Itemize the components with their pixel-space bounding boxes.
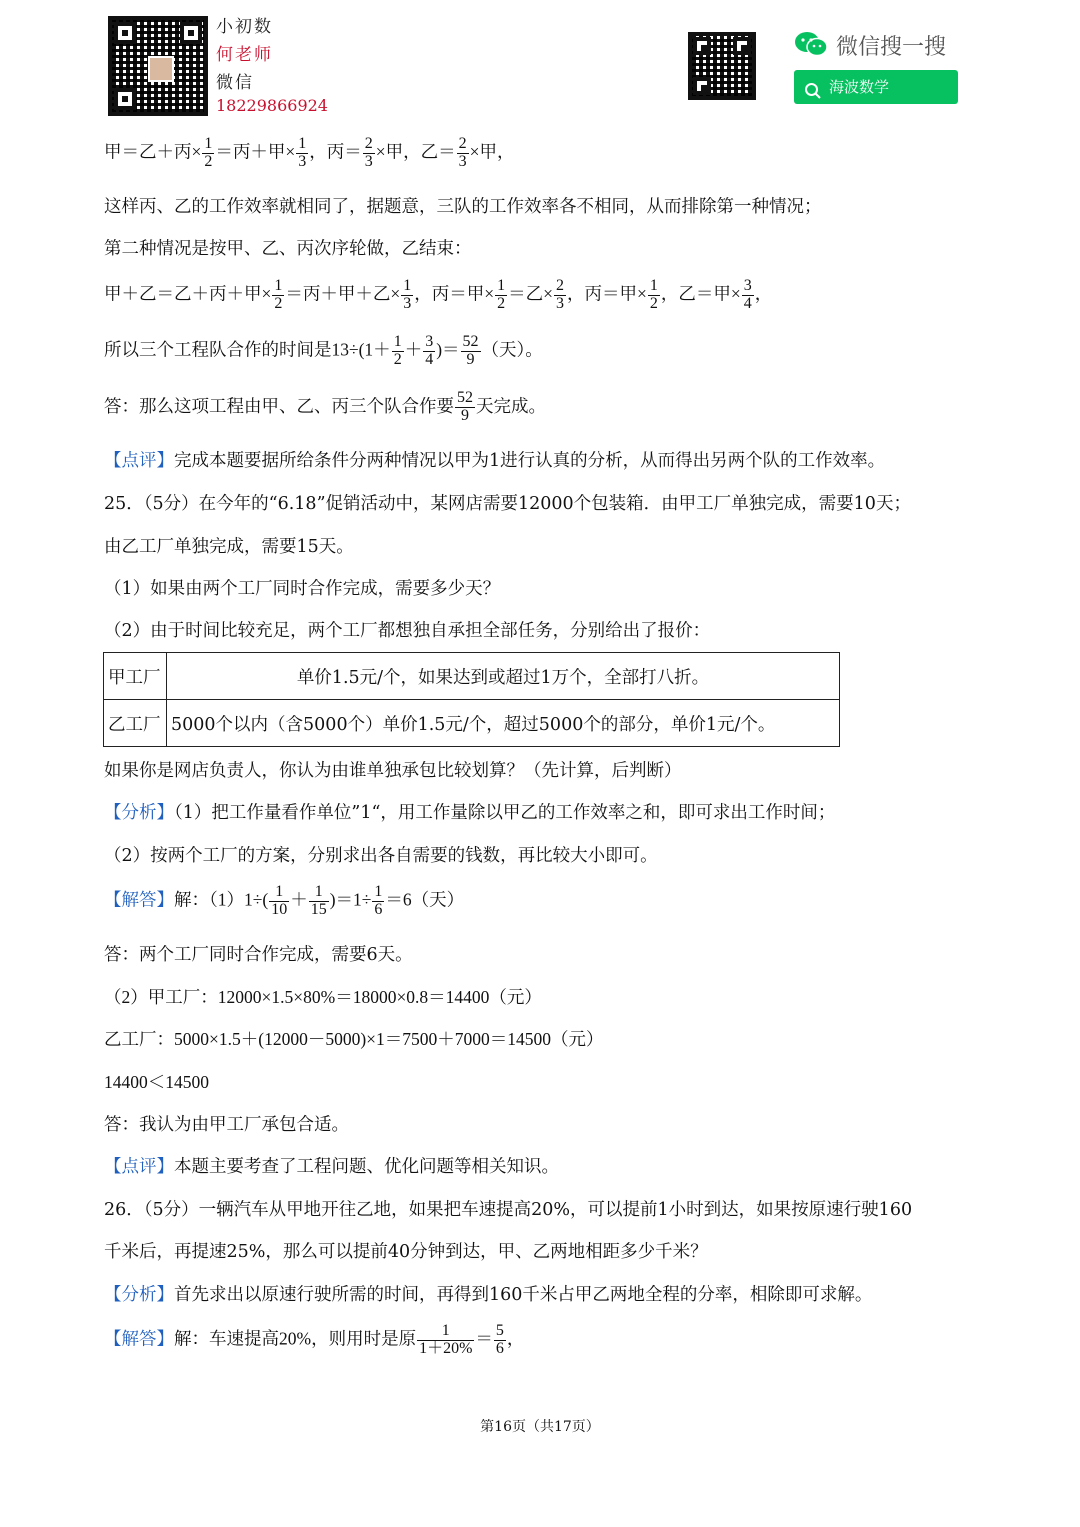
contact-qr-code bbox=[108, 16, 208, 116]
search-icon bbox=[804, 78, 822, 112]
text-line: 由乙工厂单独完成，需要15天。 bbox=[104, 537, 354, 557]
comment-line: 【点评】完成本题要据所给条件分两种情况以甲为1进行认真的分析，从而得出另两个队的工作效率。 bbox=[104, 451, 886, 471]
analysis-tag: 【分析】 bbox=[104, 803, 174, 823]
text-line: 乙工厂：5000×1.5＋(12000－5000)×1＝7500＋7000＝14500（元） bbox=[104, 1029, 604, 1049]
question-25: 25．（5分）在今年的“6.18”促销活动中，某网店需要12000个包装箱．由甲工厂单独完成，需要10天； bbox=[104, 494, 911, 514]
analysis-tag: 【分析】 bbox=[104, 1285, 174, 1305]
table-row bbox=[104, 653, 840, 700]
qr-caption-line-2: 何老师 bbox=[216, 45, 273, 65]
solution-tag: 【解答】 bbox=[104, 889, 174, 910]
qr-caption-phone: 18229866924 bbox=[216, 96, 328, 115]
table-cell-factory: 甲工厂 bbox=[104, 653, 167, 700]
solution-line: 【解答】解：（1）1÷( $\frac{1}{10}$ ＋ $\frac{1}{15}$ )＝1÷ $\frac{1}{6}$ ＝6（天） bbox=[104, 883, 465, 918]
page-footer: 第16页（共17页） bbox=[480, 1419, 600, 1435]
text-line: 所以三个工程队合作的时间是13÷(1＋ $\frac{1}{2}$ ＋ $\frac{3}{4}$ )＝ $\frac{52}{9}$ （天）。 bbox=[104, 333, 543, 368]
table-cell-offer: 5000个以内（含5000个）单价1.5元/个，超过5000个的部分，单价1元/个。 bbox=[167, 700, 840, 747]
solution-line: 【解答】解：车速提高20%，则用时是原 $\frac{1}{1+20\%}$ ＝ $\frac{5}{6}$ ， bbox=[104, 1322, 525, 1357]
text-line: （2）由于时间比较充足，两个工厂都想独自承担全部任务，分别给出了报价： bbox=[104, 621, 711, 641]
text-line: 千米后，再提速25%，那么可以提前40分钟到达，甲、乙两地相距多少千米？ bbox=[104, 1242, 708, 1262]
wechat-qr-code bbox=[688, 32, 756, 100]
comment-tag: 【点评】 bbox=[104, 451, 174, 471]
text-line: 这样丙、乙的工作效率就相同了，据题意，三队的工作效率各不相同，从而排除第一种情况； bbox=[104, 197, 822, 217]
text-line: 答：我认为由甲工厂承包合适。 bbox=[104, 1115, 349, 1135]
text-line: 如果你是网店负责人，你认为由谁单独承包比较划算？（先计算，后判断） bbox=[104, 761, 682, 781]
text-line: 14400＜14500 bbox=[104, 1072, 209, 1092]
wechat-search-text: 海波数学 bbox=[829, 78, 890, 96]
avatar bbox=[148, 56, 174, 82]
wechat-logo-icon bbox=[794, 30, 828, 58]
price-table bbox=[103, 652, 840, 747]
comment-line: 【点评】本题主要考查了工程问题、优化问题等相关知识。 bbox=[104, 1157, 559, 1177]
text-line: 答：那么这项工程由甲、乙、丙三个队合作要 $\frac{52}{9}$ 天完成。 bbox=[104, 389, 546, 424]
table-row bbox=[104, 700, 840, 747]
text-line: （1）如果由两个工厂同时合作完成，需要多少天？ bbox=[104, 579, 501, 599]
text-line: 甲＝乙＋丙× $\frac{1}{2}$ ＝丙＋甲× $\frac{1}{3}$ ，丙＝ $\frac{2}{3}$ ×甲，乙＝ $\frac{2}{3}$ ×甲， bbox=[104, 135, 515, 170]
text-line: 第二种情况是按甲、乙、丙次序轮做，乙结束： bbox=[104, 239, 472, 259]
text-line: 甲＋乙＝乙＋丙＋甲× $\frac{1}{2}$ ＝丙＋甲＋乙× $\frac{1}{3}$ ，丙＝甲× $\frac{1}{2}$ ＝乙× $\frac{2}{3}$ ，丙＝甲× $\frac{1}{2}$ ，乙＝甲× $\frac{3}{4}$ ， bbox=[104, 277, 773, 312]
qr-caption-line-3: 微信 bbox=[216, 73, 254, 93]
analysis-line: 【分析】（1）把工作量看作单位”1“，用工作量除以甲乙的工作效率之和，即可求出工作时间； bbox=[104, 803, 836, 823]
table-cell-factory: 乙工厂 bbox=[104, 700, 167, 747]
table-cell-offer: 单价1.5元/个，如果达到或超过1万个，全部打八折。 bbox=[167, 653, 840, 700]
analysis-line: 【分析】首先求出以原速行驶所需的时间，再得到160千米占甲乙两地全程的分率，相除即可求解。 bbox=[104, 1285, 873, 1305]
text-line: （2）甲工厂：12000×1.5×80%＝18000×0.8＝14400（元） bbox=[104, 987, 542, 1007]
text-line: （2）按两个工厂的方案，分别求出各自需要的钱数，再比较大小即可。 bbox=[104, 846, 658, 866]
comment-tag: 【点评】 bbox=[104, 1157, 174, 1177]
text-line: 答：两个工厂同时合作完成，需要6天。 bbox=[104, 945, 413, 965]
qr-caption-line-1: 小初数 bbox=[216, 17, 273, 37]
question-26: 26．（5分）一辆汽车从甲地开往乙地，如果把车速提高20%，可以提前1小时到达，如果按原速行驶160 bbox=[104, 1200, 913, 1220]
wechat-search-title: 微信搜一搜 bbox=[836, 35, 947, 60]
wechat-search-box[interactable] bbox=[794, 70, 958, 104]
solution-tag: 【解答】 bbox=[104, 1328, 174, 1349]
